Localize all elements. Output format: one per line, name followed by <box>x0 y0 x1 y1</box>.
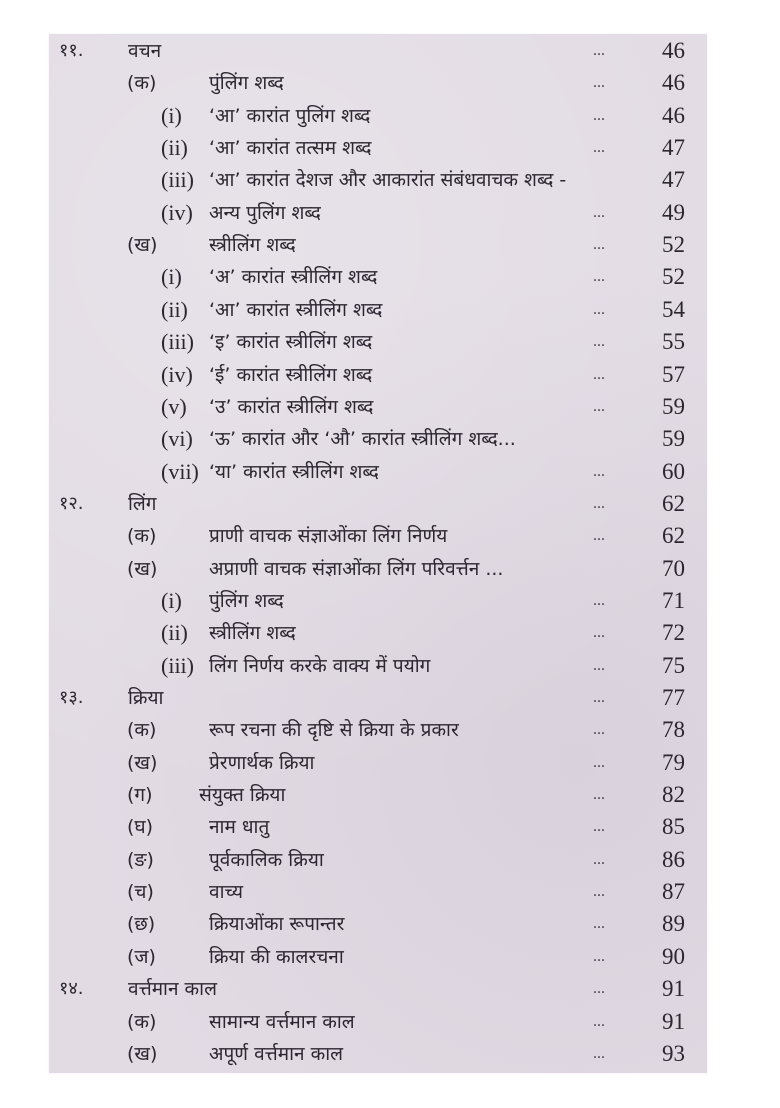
section-marker: (क) <box>127 525 157 548</box>
subsection-marker: (ii) <box>161 135 188 161</box>
entry-title: वचन <box>128 40 162 62</box>
subsection-marker: (i) <box>161 102 182 128</box>
page-number: 47 <box>662 135 685 161</box>
page-number: 46 <box>662 38 685 63</box>
page-number: 90 <box>662 943 685 969</box>
leader-dots: ... <box>593 365 605 383</box>
entry-title: प्राणी वाचक संज्ञाओंका लिंग निर्णय <box>209 525 448 548</box>
page-number: 72 <box>662 620 685 646</box>
leader-dots: ... <box>593 656 605 674</box>
entry-title: ‘आ’ कारांत तत्सम शब्द <box>209 137 372 160</box>
page-number: 52 <box>662 264 685 290</box>
entry-title: रूप रचना की दृष्टि से क्रिया के प्रकार <box>209 719 459 742</box>
leader-dots: ... <box>593 268 605 286</box>
page-number: 93 <box>662 1040 685 1066</box>
toc-entry <box>49 973 707 1005</box>
entry-title: ‘इ’ कारांत स्त्रीलिंग शब्द <box>209 331 373 354</box>
section-marker: (ख) <box>127 234 158 257</box>
page-number: 46 <box>662 102 685 128</box>
leader-dots: ... <box>593 624 605 642</box>
entry-title: अप्राणी वाचक संज्ञाओंका लिंग परिवर्त्तन ... <box>209 557 504 580</box>
leader-dots: ... <box>593 850 605 868</box>
entry-title: स्त्रीलिंग शब्द <box>209 622 296 645</box>
page-number: 59 <box>662 426 685 452</box>
page-number: 70 <box>662 555 685 581</box>
toc-entry <box>49 747 707 779</box>
leader-dots: ... <box>593 397 605 415</box>
section-marker: (छ) <box>127 913 156 936</box>
toc-entry <box>49 391 707 423</box>
toc-entry <box>49 1006 707 1038</box>
entry-title: ‘ऊ’ कारांत और ‘औ’ कारांत स्त्रीलिंग शब्द... <box>209 428 516 451</box>
toc-entry <box>49 100 707 132</box>
entry-title: लिंग <box>128 492 157 515</box>
toc-entry <box>49 553 707 585</box>
toc-entry <box>49 229 707 261</box>
section-marker: (घ) <box>127 816 154 839</box>
page-number: 75 <box>662 652 685 678</box>
section-marker: (क) <box>127 72 157 95</box>
leader-dots: ... <box>593 721 605 739</box>
leader-dots: ... <box>593 74 605 92</box>
leader-dots: ... <box>593 980 605 998</box>
subsection-marker: (iv) <box>161 199 193 225</box>
entry-title: क्रियाओंका रूपान्तर <box>209 913 345 936</box>
page-number: 87 <box>662 879 685 905</box>
page-number: 62 <box>662 523 685 549</box>
entry-title: लिंग निर्णय करके वाक्य में पयोग <box>209 654 431 677</box>
leader-dots: ... <box>593 883 605 901</box>
leader-dots: ... <box>593 333 605 351</box>
page-number: 59 <box>662 393 685 419</box>
chapter-number: १४. <box>59 978 84 1000</box>
page-number: 54 <box>662 296 685 322</box>
subsection-marker: (i) <box>161 587 182 613</box>
page-number: 52 <box>662 232 685 258</box>
toc-entry <box>49 779 707 811</box>
entry-title: अपूर्ण वर्त्तमान काल <box>209 1042 344 1065</box>
page-number: 57 <box>662 361 685 387</box>
entry-title: स्त्रीलिंग शब्द <box>209 234 296 257</box>
page-number: 55 <box>662 329 685 355</box>
leader-dots: ... <box>593 42 605 59</box>
entry-title: वाच्य <box>209 881 244 904</box>
entry-title: ‘उ’ कारांत स्त्रीलिंग शब्द <box>209 395 374 418</box>
leader-dots: ... <box>593 494 605 512</box>
entry-title: वर्त्तमान काल <box>128 978 217 1001</box>
subsection-marker: (ii) <box>161 620 188 646</box>
entry-title: सामान्य वर्त्तमान काल <box>209 1010 355 1033</box>
subsection-marker: (i) <box>161 264 182 290</box>
book-page <box>49 34 707 1073</box>
toc-entry <box>49 294 707 326</box>
page-number: 49 <box>662 199 685 225</box>
page-number: 71 <box>662 587 685 613</box>
leader-dots: ... <box>593 1012 605 1030</box>
subsection-marker: (iv) <box>161 361 193 387</box>
toc-entry <box>49 617 707 649</box>
leader-dots: ... <box>593 236 605 254</box>
chapter-number: ११. <box>59 40 84 61</box>
entry-title: पुंलिंग शब्द <box>209 589 284 612</box>
subsection-marker: (iii) <box>161 167 194 193</box>
toc-entry <box>49 164 707 196</box>
entry-title: क्रिया की कालरचना <box>209 945 344 968</box>
toc-entry <box>49 326 707 358</box>
toc-entry <box>49 682 707 714</box>
leader-dots: ... <box>593 1044 605 1062</box>
toc-entry <box>49 359 707 391</box>
toc-entry <box>49 456 707 488</box>
leader-dots: ... <box>593 947 605 965</box>
toc-entry <box>49 941 707 973</box>
section-marker: (ङ) <box>127 848 154 871</box>
chapter-number: १३. <box>59 687 84 708</box>
entry-title: ‘अ’ कारांत स्त्रीलिंग शब्द <box>209 266 378 289</box>
entry-title: प्रेरणार्थक क्रिया <box>209 751 315 774</box>
section-marker: (ख) <box>127 1042 158 1065</box>
leader-dots: ... <box>593 203 605 221</box>
toc-entry <box>49 585 707 617</box>
subsection-marker: (iii) <box>161 652 194 678</box>
toc-entry <box>49 67 707 99</box>
section-marker: (क) <box>127 719 157 742</box>
section-marker: (ख) <box>127 557 158 580</box>
entry-title: ‘आ’ कारांत पुलिंग शब्द <box>209 104 371 127</box>
subsection-marker: (vi) <box>161 426 193 452</box>
toc-entry <box>49 908 707 940</box>
section-marker: (ग) <box>127 784 153 807</box>
page-number: 78 <box>662 717 685 743</box>
page-number: 89 <box>662 911 685 937</box>
toc-entry <box>49 261 707 293</box>
entry-title: ‘या’ कारांत स्त्रीलिंग शब्द <box>209 460 379 483</box>
leader-dots: ... <box>593 300 605 318</box>
leader-dots: ... <box>593 527 605 545</box>
page-number: 77 <box>662 685 685 710</box>
toc-entry <box>49 1038 707 1070</box>
chapter-number: १२. <box>59 492 84 514</box>
toc-entry <box>49 520 707 552</box>
leader-dots: ... <box>593 915 605 933</box>
leader-dots: ... <box>593 462 605 480</box>
toc-entry <box>49 488 707 520</box>
toc-entry <box>49 876 707 908</box>
leader-dots: ... <box>593 591 605 609</box>
subsection-marker: (v) <box>161 393 187 419</box>
subsection-marker: (vii) <box>161 458 199 484</box>
entry-title: संयुक्त क्रिया <box>199 784 286 807</box>
page-number: 82 <box>662 782 685 808</box>
entry-title: क्रिया <box>128 687 164 709</box>
table-of-contents <box>49 34 707 1073</box>
page-number: 86 <box>662 846 685 872</box>
section-marker: (च) <box>127 881 154 904</box>
toc-entry <box>49 811 707 843</box>
entry-title: ‘आ’ कारांत देशज और आकारांत संबंधवाचक शब्द - <box>209 169 567 192</box>
toc-entry <box>49 132 707 164</box>
page-number: 62 <box>662 490 685 516</box>
leader-dots: ... <box>593 818 605 836</box>
toc-entry <box>49 650 707 682</box>
entry-title: ‘आ’ कारांत स्त्रीलिंग शब्द <box>209 298 383 321</box>
page-number: 85 <box>662 814 685 840</box>
entry-title: पुंलिंग शब्द <box>209 72 284 95</box>
toc-entry <box>49 197 707 229</box>
toc-entry <box>49 423 707 455</box>
section-marker: (ज) <box>127 945 156 968</box>
leader-dots: ... <box>593 753 605 771</box>
page-number: 46 <box>662 70 685 96</box>
leader-dots: ... <box>593 106 605 124</box>
page-number: 79 <box>662 749 685 775</box>
page-number: 91 <box>662 1008 685 1034</box>
page-number: 60 <box>662 458 685 484</box>
toc-entry <box>49 35 707 67</box>
leader-dots: ... <box>593 689 605 706</box>
toc-entry <box>49 714 707 746</box>
entry-title: पूर्वकालिक क्रिया <box>209 848 324 871</box>
subsection-marker: (ii) <box>161 296 188 322</box>
entry-title: अन्य पुलिंग शब्द <box>209 201 321 224</box>
leader-dots: ... <box>593 139 605 157</box>
page-number: 47 <box>662 167 685 193</box>
section-marker: (क) <box>127 1010 157 1033</box>
subsection-marker: (iii) <box>161 329 194 355</box>
section-marker: (ख) <box>127 751 158 774</box>
entry-title: नाम धातु <box>209 816 270 839</box>
leader-dots: ... <box>593 786 605 804</box>
entry-title: ‘ई’ कारांत स्त्रीलिंग शब्द <box>209 363 373 386</box>
toc-entry <box>49 844 707 876</box>
page-number: 91 <box>662 976 685 1002</box>
